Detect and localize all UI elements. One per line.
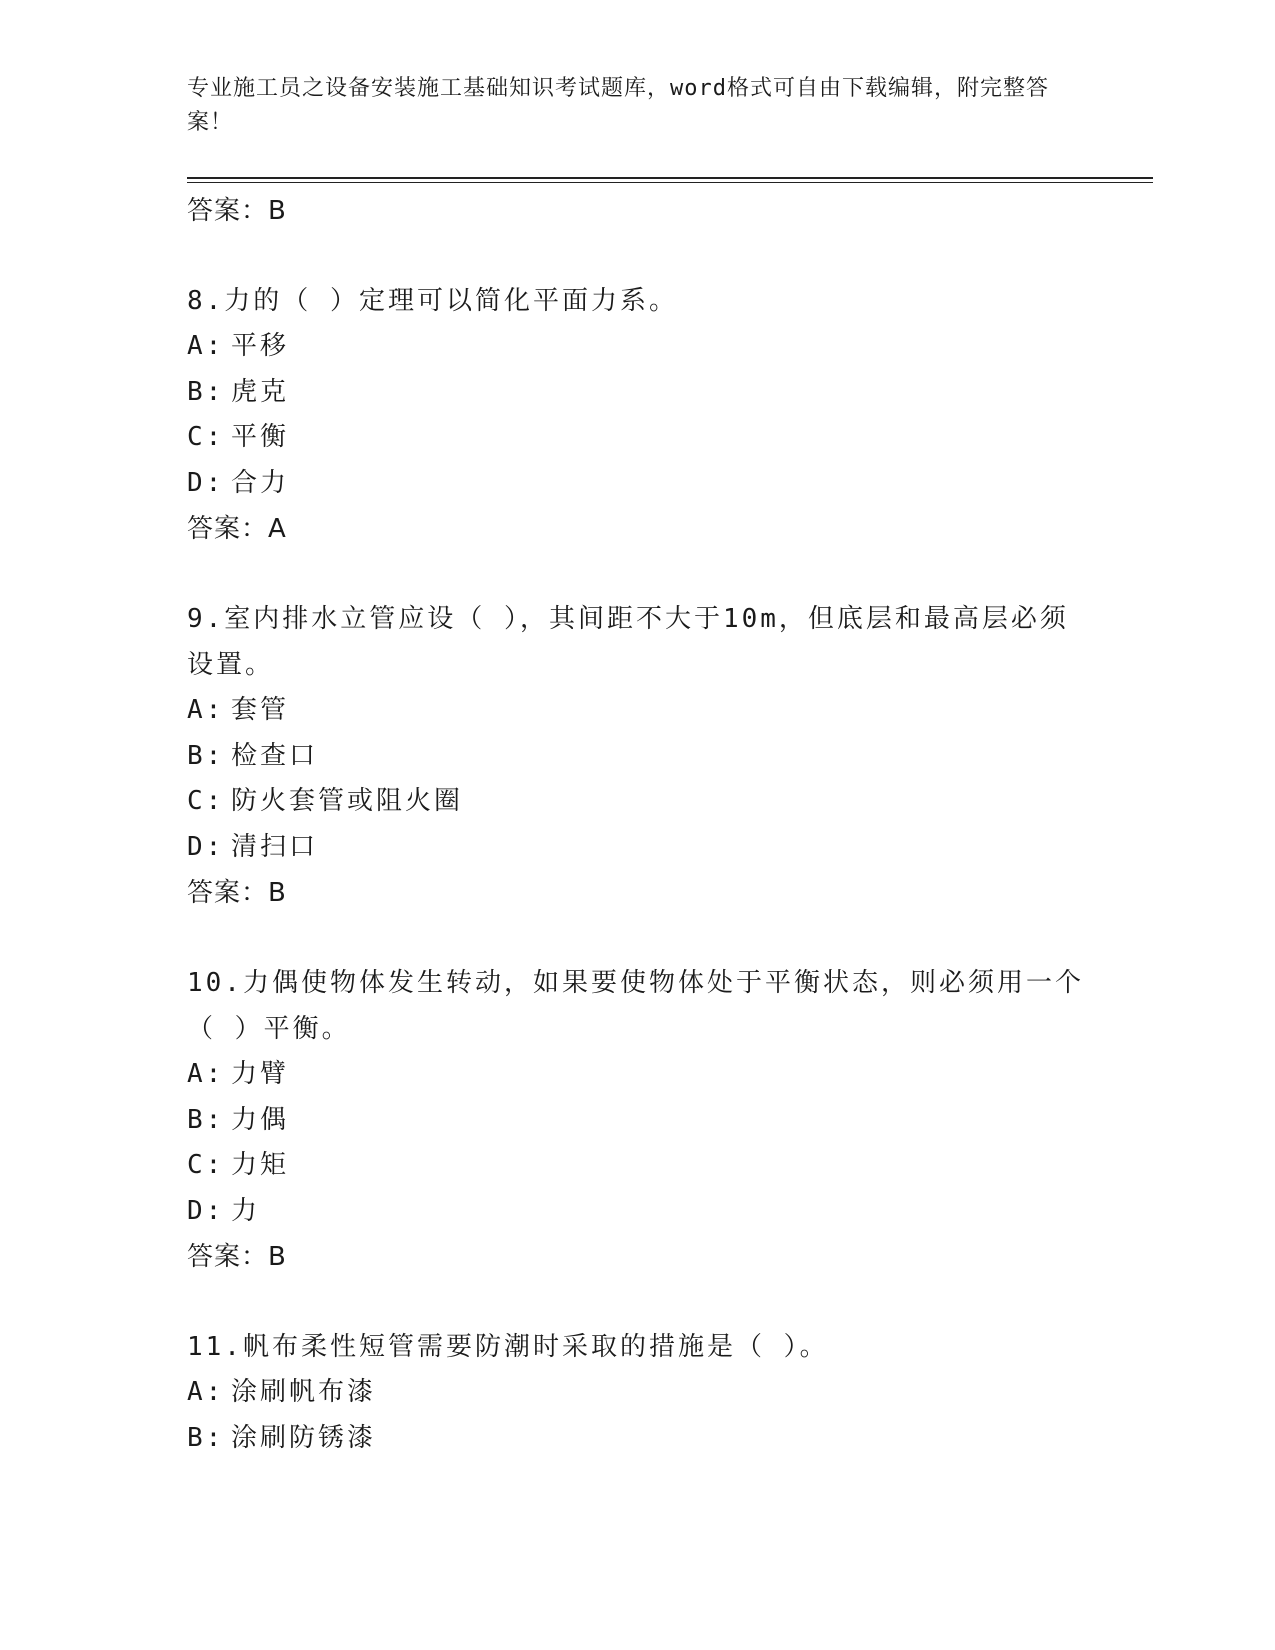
option-text: 涂刷帆布漆 [231, 1377, 377, 1407]
question-text: 8.力的（ ）定理可以简化平面力系。 [187, 286, 678, 316]
question-8 [187, 278, 1087, 552]
previous-answer: 答案：B [187, 196, 287, 226]
option-b [187, 1098, 1087, 1144]
question-text: 9.室内排水立管应设（ ），其间距不大于10m，但底层和最高层必须设置。 [187, 604, 1069, 680]
answer: 答案：B [187, 878, 287, 908]
option-b [187, 1416, 1087, 1462]
option-c [187, 1143, 1087, 1189]
document-header: 专业施工员之设备安装施工基础知识考试题库，word格式可自由下载编辑，附完整答案！ [187, 76, 1049, 135]
answer: 答案：A [187, 514, 287, 544]
option-a [187, 688, 1087, 734]
option-text: 套管 [231, 695, 290, 725]
option-text: 合力 [231, 467, 290, 498]
question-text: 11.帆布柔性短管需要防潮时采取的措施是（ ）。 [187, 1332, 829, 1362]
option-d [187, 825, 1087, 871]
option-letter: B: [187, 740, 225, 771]
option-d [187, 1189, 1087, 1235]
option-a [187, 1052, 1087, 1098]
question-9 [187, 596, 1087, 916]
question-11 [187, 1324, 1087, 1461]
option-text: 力 [231, 1195, 261, 1226]
option-text: 虎克 [231, 376, 290, 407]
option-a [187, 1370, 1087, 1416]
option-b [187, 370, 1087, 416]
question-list [187, 188, 1087, 1461]
option-text: 力矩 [231, 1150, 290, 1180]
option-letter: D: [187, 467, 225, 498]
option-c [187, 779, 1087, 825]
header-divider-thin [187, 182, 1153, 183]
option-a [187, 324, 1087, 370]
question-text: 10.力偶使物体发生转动，如果要使物体处于平衡状态，则必须用一个（ ）平衡。 [187, 968, 1084, 1044]
option-text: 防火套管或阻火圈 [231, 786, 464, 816]
option-letter: C: [187, 786, 225, 816]
option-letter: B: [187, 1422, 225, 1453]
option-text: 检查口 [231, 740, 319, 771]
option-letter: D: [187, 831, 225, 862]
option-letter: A: [187, 331, 225, 361]
answer: 答案：B [187, 1242, 287, 1272]
option-letter: C: [187, 1150, 225, 1180]
option-text: 力臂 [231, 1059, 290, 1089]
option-c [187, 415, 1087, 461]
option-text: 涂刷防锈漆 [231, 1422, 377, 1453]
option-letter: A: [187, 695, 225, 725]
option-letter: A: [187, 1059, 225, 1089]
option-text: 力偶 [231, 1104, 290, 1135]
option-b [187, 734, 1087, 780]
option-letter: B: [187, 376, 225, 407]
header-divider [187, 177, 1153, 179]
option-text: 清扫口 [231, 831, 319, 862]
option-text: 平衡 [231, 422, 290, 452]
option-letter: B: [187, 1104, 225, 1135]
option-text: 平移 [231, 331, 290, 361]
question-10 [187, 960, 1087, 1280]
option-d [187, 461, 1087, 507]
option-letter: C: [187, 422, 225, 452]
option-letter: D: [187, 1195, 225, 1226]
option-letter: A: [187, 1377, 225, 1407]
